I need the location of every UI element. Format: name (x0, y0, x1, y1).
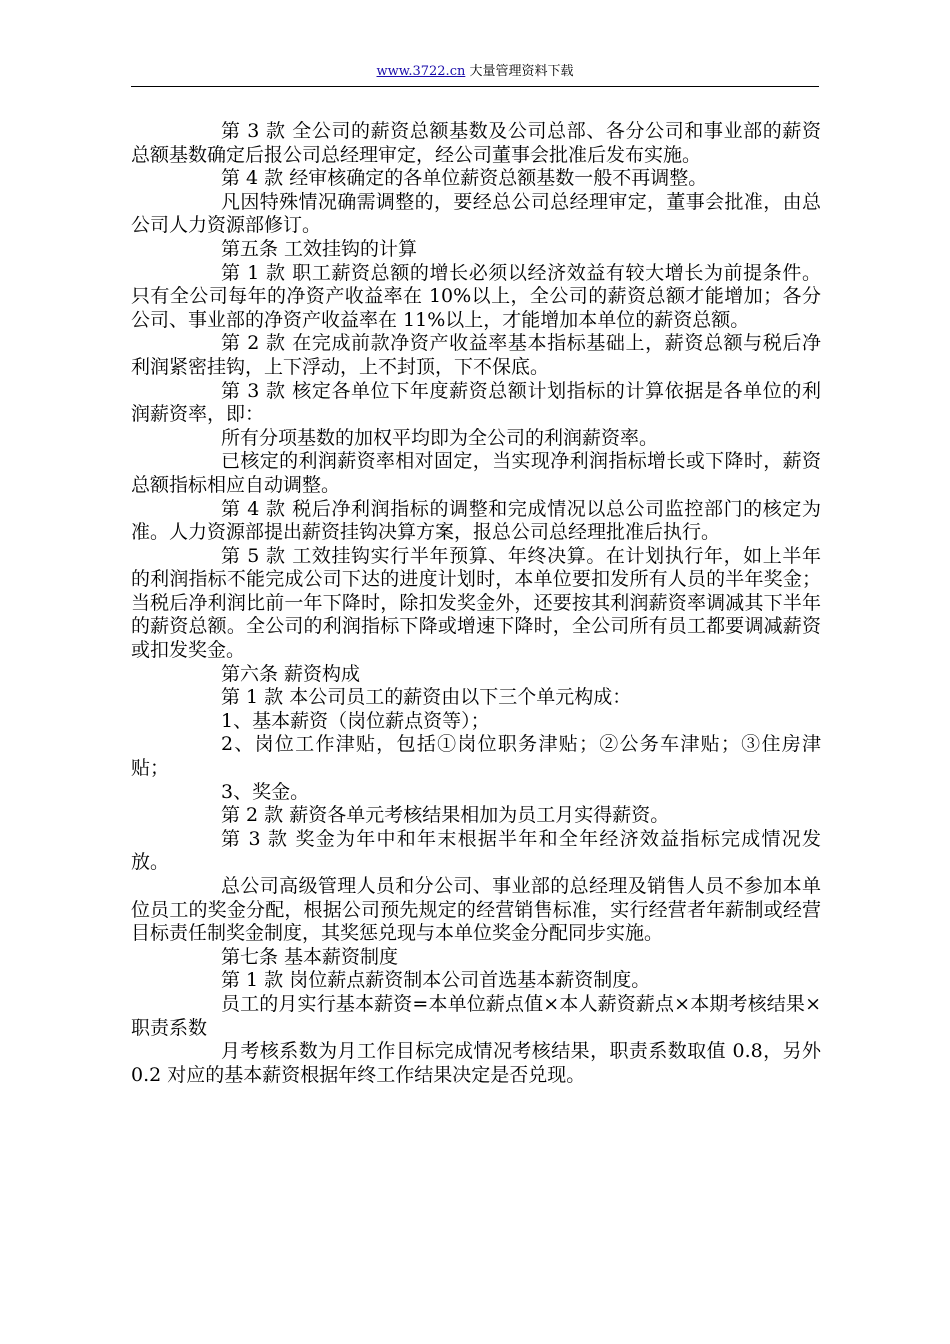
paragraph: 凡因特殊情况确需调整的，要经总公司总经理审定，董事会批准，由总公司人力资源部修订。 (131, 190, 821, 237)
paragraph: 第 1 款 职工薪资总额的增长必须以经济效益有较大增长为前提条件。只有全公司每年的净资产收益率在 10%以上，全公司的薪资总额才能增加；各分公司、事业部的净资产收益率在 11%以上，才能增加本单位的薪资总额。 (131, 261, 821, 331)
formula-paragraph: 员工的月实行基本薪资=本单位薪点值×本人薪资薪点×本期考核结果×职责系数 (131, 992, 821, 1039)
section-heading: 第五条 工效挂钩的计算 (221, 237, 418, 260)
section-heading: 第七条 基本薪资制度 (221, 945, 399, 968)
header-tagline: 大量管理资料下载 (465, 64, 574, 79)
page-header (131, 62, 819, 82)
paragraph: 所有分项基数的加权平均即为全公司的利润薪资率。 (221, 426, 659, 449)
list-item: 2、岗位工作津贴，包括①岗位职务津贴；②公务车津贴；③住房津贴； (131, 733, 821, 780)
paragraph: 第 3 款 全公司的薪资总额基数及公司总部、各分公司和事业部的薪资总额基数确定后报公司总经理审定，经公司董事会批准后发布实施。 (131, 120, 821, 166)
document-body (131, 120, 821, 1087)
list-item: 1、基本薪资（岗位薪点资等）； (221, 709, 490, 732)
section-heading: 第六条 薪资构成 (221, 662, 361, 685)
paragraph: 月考核系数为月工作目标完成情况考核结果，职责系数取值 0.8，另外 0.2 对应的基本薪资根据年终工作结果决定是否兑现。 (131, 1040, 821, 1086)
header-divider (131, 86, 819, 87)
paragraph: 第 4 款 税后净利润指标的调整和完成情况以总公司监控部门的核定为准。人力资源部提出薪资挂钩决算方案，报总公司总经理批准后执行。 (131, 497, 821, 544)
paragraph: 第 5 款 工效挂钩实行半年预算、年终决算。在计划执行年，如上半年的利润指标不能完成公司下达的进度计划时，本单位要扣发所有人员的半年奖金；当税后净利润比前一年下降时，除扣发奖金外，还要按其利润薪资率调减其下半年的薪资总额。全公司的利润指标下降或增速下降时，全公司所有员工都要调减薪资或扣发奖金。 (131, 544, 821, 662)
paragraph: 已核定的利润薪资率相对固定，当实现净利润指标增长或下降时，薪资总额指标相应自动调整。 (131, 450, 821, 496)
list-item: 3、奖金。 (221, 780, 310, 803)
paragraph: 第 4 款 经审核确定的各单位薪资总额基数一般不再调整。 (221, 167, 708, 190)
paragraph: 总公司高级管理人员和分公司、事业部的总经理及销售人员不参加本单位员工的奖金分配，根据公司预先规定的经营销售标准，实行经营者年薪制或经营目标责任制奖金制度，其奖惩兑现与本单位奖金分配同步实施。 (131, 875, 821, 945)
paragraph: 第 1 款 岗位薪点薪资制本公司首选基本薪资制度。 (221, 969, 651, 992)
site-link[interactable]: www.3722.cn (376, 64, 466, 79)
paragraph: 第 3 款 核定各单位下年度薪资总额计划指标的计算依据是各单位的利润薪资率，即： (131, 379, 821, 426)
paragraph: 第 2 款 薪资各单元考核结果相加为员工月实得薪资。 (221, 804, 670, 827)
paragraph: 第 1 款 本公司员工的薪资由以下三个单元构成： (221, 686, 632, 709)
paragraph: 第 2 款 在完成前款净资产收益率基本指标基础上，薪资总额与税后净利润紧密挂钩，上下浮动，上不封顶，下不保底。 (131, 332, 821, 378)
paragraph: 第 3 款 奖金为年中和年末根据半年和全年经济效益指标完成情况发放。 (131, 827, 821, 874)
